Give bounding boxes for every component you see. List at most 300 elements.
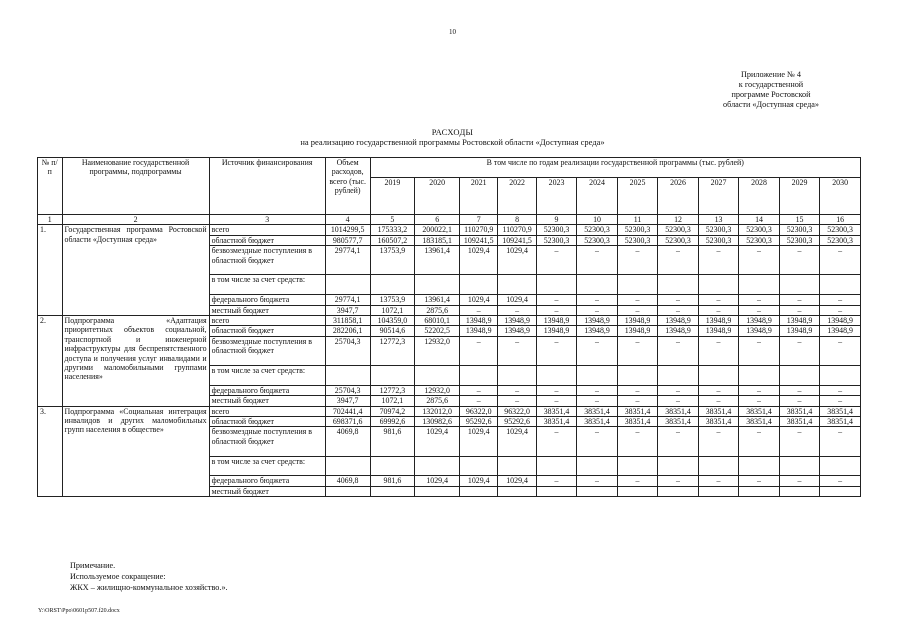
funding-source: областной бюджет — [209, 235, 325, 245]
total-amount: 3947,7 — [325, 305, 370, 315]
year-amount: 1029,4 — [498, 295, 536, 305]
program-name: Государственная программа Ростовской области «Доступная среда» — [62, 225, 209, 316]
year-amount — [820, 366, 861, 386]
expenditure-table — [37, 157, 861, 497]
year-amount: – — [739, 476, 780, 486]
year-amount: 13753,9 — [370, 295, 415, 305]
year-amount: – — [698, 385, 739, 395]
year-amount: 38351,4 — [820, 406, 861, 416]
year-amount — [739, 486, 780, 496]
column-index: 4 — [325, 215, 370, 225]
header-num: № п/п — [38, 158, 63, 215]
year-amount: 52202,5 — [415, 326, 460, 336]
header-year: 2029 — [779, 178, 820, 215]
year-amount: 96322,0 — [460, 406, 498, 416]
appendix-line: области «Доступная среда» — [723, 100, 819, 109]
year-amount: 13948,9 — [536, 326, 577, 336]
total-amount: 25704,3 — [325, 385, 370, 395]
year-amount: – — [617, 476, 658, 486]
column-index: 6 — [415, 215, 460, 225]
header-year: 2021 — [460, 178, 498, 215]
year-amount: – — [498, 305, 536, 315]
year-amount: 52300,3 — [739, 235, 780, 245]
year-amount: – — [820, 396, 861, 406]
year-amount: 13948,9 — [617, 316, 658, 326]
year-amount: 13948,9 — [617, 326, 658, 336]
year-amount: 52300,3 — [536, 235, 577, 245]
year-amount — [617, 456, 658, 476]
column-index: 14 — [739, 215, 780, 225]
total-amount: 1014299,5 — [325, 225, 370, 235]
year-amount: – — [739, 305, 780, 315]
total-amount — [325, 486, 370, 496]
year-amount: 13948,9 — [779, 316, 820, 326]
year-amount — [498, 275, 536, 295]
year-amount: 13948,9 — [498, 316, 536, 326]
year-amount: – — [536, 427, 577, 456]
year-amount: – — [536, 295, 577, 305]
year-amount: – — [820, 427, 861, 456]
funding-source: в том числе за счет средств: — [209, 275, 325, 295]
year-amount: – — [498, 385, 536, 395]
year-amount: – — [617, 336, 658, 365]
program-name: Подпрограмма «Социальная интеграция инвалидов и других маломобильных групп населения в обществе» — [62, 406, 209, 497]
year-amount: 96322,0 — [498, 406, 536, 416]
year-amount: 13948,9 — [820, 326, 861, 336]
year-amount — [779, 456, 820, 476]
document-title — [0, 127, 905, 147]
year-amount: – — [739, 246, 780, 275]
year-amount — [536, 366, 577, 386]
year-amount: 38351,4 — [698, 406, 739, 416]
year-amount: 110270,9 — [460, 225, 498, 235]
header-year: 2022 — [498, 178, 536, 215]
total-amount — [325, 456, 370, 476]
year-amount — [779, 275, 820, 295]
year-amount — [415, 456, 460, 476]
year-amount: 13948,9 — [779, 326, 820, 336]
year-amount: – — [617, 396, 658, 406]
year-amount — [739, 366, 780, 386]
year-amount — [617, 275, 658, 295]
year-amount: 13948,9 — [820, 316, 861, 326]
year-amount: – — [779, 385, 820, 395]
year-amount: 13948,9 — [498, 326, 536, 336]
year-amount — [658, 456, 699, 476]
year-amount — [536, 456, 577, 476]
year-amount — [536, 486, 577, 496]
appendix-line: к государственной — [738, 80, 804, 89]
program-number: 3. — [38, 406, 63, 497]
funding-source: всего — [209, 406, 325, 416]
year-amount: 38351,4 — [658, 406, 699, 416]
year-amount: 52300,3 — [739, 225, 780, 235]
year-amount: – — [698, 246, 739, 275]
year-amount: – — [577, 305, 618, 315]
note-subtitle: Используемое сокращение: — [70, 572, 166, 581]
year-amount: – — [658, 385, 699, 395]
year-amount — [779, 486, 820, 496]
year-amount: 38351,4 — [536, 417, 577, 427]
funding-source: в том числе за счет средств: — [209, 456, 325, 476]
year-amount: – — [536, 385, 577, 395]
year-amount — [698, 366, 739, 386]
year-amount: 1072,1 — [370, 305, 415, 315]
year-amount: 38351,4 — [617, 417, 658, 427]
year-amount: 110270,9 — [498, 225, 536, 235]
year-amount: 13948,9 — [698, 316, 739, 326]
footer-file-path: Y:\ORST\Ppo\0601p507.f20.docx — [38, 608, 120, 614]
total-amount: 4069,8 — [325, 476, 370, 486]
appendix-line: программе Ростовской — [731, 90, 811, 99]
year-amount: 160507,2 — [370, 235, 415, 245]
year-amount: – — [820, 336, 861, 365]
year-amount: 175333,2 — [370, 225, 415, 235]
year-amount: – — [658, 336, 699, 365]
year-amount: 981,6 — [370, 427, 415, 456]
year-amount: – — [698, 336, 739, 365]
year-amount: – — [658, 305, 699, 315]
header-year: 2025 — [617, 178, 658, 215]
year-amount: 109241,5 — [498, 235, 536, 245]
year-amount: 13948,9 — [460, 326, 498, 336]
year-amount: 52300,3 — [577, 225, 618, 235]
column-index: 1 — [38, 215, 63, 225]
title-main: РАСХОДЫ — [431, 127, 474, 137]
year-amount: – — [577, 246, 618, 275]
title-sub: на реализацию государственной программы Ростовской области «Доступная среда» — [300, 137, 605, 147]
year-amount: 183185,1 — [415, 235, 460, 245]
year-amount: – — [617, 246, 658, 275]
year-amount — [460, 366, 498, 386]
header-total: Объем расходов, всего (тыс. рублей) — [325, 158, 370, 215]
year-amount: – — [498, 336, 536, 365]
year-amount: – — [698, 295, 739, 305]
column-index: 2 — [62, 215, 209, 225]
total-amount: 4069,8 — [325, 427, 370, 456]
year-amount — [577, 275, 618, 295]
column-index: 12 — [658, 215, 699, 225]
year-amount: 12932,0 — [415, 385, 460, 395]
note-title: Примечание. — [70, 561, 116, 570]
year-amount: – — [739, 385, 780, 395]
year-amount — [370, 486, 415, 496]
year-amount: 1029,4 — [415, 427, 460, 456]
year-amount: 1029,4 — [460, 295, 498, 305]
year-amount: 13961,4 — [415, 246, 460, 275]
table-row — [38, 316, 861, 326]
total-amount: 980577,7 — [325, 235, 370, 245]
year-amount: – — [779, 295, 820, 305]
year-amount — [415, 275, 460, 295]
year-amount: – — [658, 476, 699, 486]
year-amount — [460, 486, 498, 496]
year-amount: 12772,3 — [370, 336, 415, 365]
year-amount: 52300,3 — [577, 235, 618, 245]
year-amount: – — [779, 396, 820, 406]
year-amount — [658, 486, 699, 496]
header-row — [38, 158, 861, 178]
year-amount: 13948,9 — [536, 316, 577, 326]
year-amount: 38351,4 — [739, 417, 780, 427]
year-amount — [460, 456, 498, 476]
column-index: 3 — [209, 215, 325, 225]
year-amount: – — [820, 295, 861, 305]
funding-source: федерального бюджета — [209, 295, 325, 305]
year-amount: 2875,6 — [415, 396, 460, 406]
year-amount — [498, 456, 536, 476]
funding-source: местный бюджет — [209, 486, 325, 496]
program-number: 2. — [38, 316, 63, 407]
year-amount — [415, 366, 460, 386]
total-amount: 702441,4 — [325, 406, 370, 416]
year-amount: 38351,4 — [779, 406, 820, 416]
funding-source: безвозмездные поступления в областной бюджет — [209, 246, 325, 275]
year-amount: – — [820, 305, 861, 315]
year-amount: 52300,3 — [779, 225, 820, 235]
year-amount: – — [820, 246, 861, 275]
year-amount: – — [739, 295, 780, 305]
year-amount: – — [779, 476, 820, 486]
header-years-caption: В том числе по годам реализации государственной программы (тыс. рублей) — [370, 158, 860, 178]
header-year: 2028 — [739, 178, 780, 215]
year-amount: – — [536, 305, 577, 315]
total-amount: 25704,3 — [325, 336, 370, 365]
header-year: 2023 — [536, 178, 577, 215]
year-amount — [617, 486, 658, 496]
year-amount: 38351,4 — [820, 417, 861, 427]
year-amount: 1029,4 — [498, 427, 536, 456]
year-amount: 132012,0 — [415, 406, 460, 416]
header-year: 2024 — [577, 178, 618, 215]
year-amount: 52300,3 — [698, 235, 739, 245]
year-amount: – — [739, 427, 780, 456]
year-amount — [739, 456, 780, 476]
year-amount: 38351,4 — [698, 417, 739, 427]
year-amount: – — [739, 336, 780, 365]
funding-source: безвозмездные поступления в областной бюджет — [209, 336, 325, 365]
column-index: 7 — [460, 215, 498, 225]
year-amount — [577, 456, 618, 476]
year-amount: – — [617, 385, 658, 395]
year-amount: – — [577, 427, 618, 456]
year-amount: – — [498, 396, 536, 406]
year-amount: – — [739, 396, 780, 406]
year-amount: 13948,9 — [739, 326, 780, 336]
year-amount: 13948,9 — [739, 316, 780, 326]
year-amount: – — [698, 396, 739, 406]
year-amount — [498, 486, 536, 496]
year-amount: – — [820, 385, 861, 395]
year-amount — [498, 366, 536, 386]
year-amount: 1029,4 — [460, 246, 498, 275]
year-amount: 95292,6 — [460, 417, 498, 427]
total-amount — [325, 366, 370, 386]
year-amount: 109241,5 — [460, 235, 498, 245]
year-amount: 13948,9 — [577, 316, 618, 326]
year-amount: – — [536, 476, 577, 486]
funding-source: всего — [209, 316, 325, 326]
total-amount: 3947,7 — [325, 396, 370, 406]
year-amount — [370, 456, 415, 476]
table-row — [38, 406, 861, 416]
column-index: 15 — [779, 215, 820, 225]
year-amount: 52300,3 — [658, 235, 699, 245]
year-amount: 38351,4 — [577, 417, 618, 427]
year-amount — [698, 275, 739, 295]
year-amount — [370, 275, 415, 295]
year-amount: – — [617, 427, 658, 456]
total-amount — [325, 275, 370, 295]
year-amount: 1029,4 — [415, 476, 460, 486]
year-amount: 38351,4 — [739, 406, 780, 416]
year-amount: 1029,4 — [498, 246, 536, 275]
year-amount: 68010,1 — [415, 316, 460, 326]
year-amount: – — [536, 246, 577, 275]
page-number: 10 — [449, 28, 456, 36]
header-year: 2026 — [658, 178, 699, 215]
column-index: 5 — [370, 215, 415, 225]
year-amount — [617, 366, 658, 386]
note-block — [70, 560, 228, 593]
year-amount: – — [460, 305, 498, 315]
year-amount — [658, 275, 699, 295]
year-amount: – — [617, 305, 658, 315]
column-index: 10 — [577, 215, 618, 225]
year-amount: 52300,3 — [536, 225, 577, 235]
year-amount: 52300,3 — [779, 235, 820, 245]
year-amount — [739, 275, 780, 295]
year-amount: – — [460, 396, 498, 406]
year-amount: – — [820, 476, 861, 486]
header-source: Источник финансирования — [209, 158, 325, 215]
year-amount: 52300,3 — [617, 235, 658, 245]
year-amount — [658, 366, 699, 386]
year-amount — [370, 366, 415, 386]
year-amount: 69992,6 — [370, 417, 415, 427]
funding-source: местный бюджет — [209, 305, 325, 315]
year-amount: – — [658, 295, 699, 305]
year-amount: – — [577, 295, 618, 305]
total-amount: 282206,1 — [325, 326, 370, 336]
year-amount: 13948,9 — [658, 316, 699, 326]
appendix-note — [701, 70, 841, 110]
column-index: 11 — [617, 215, 658, 225]
year-amount: 1029,4 — [460, 427, 498, 456]
total-amount: 698371,6 — [325, 417, 370, 427]
year-amount: – — [658, 396, 699, 406]
year-amount: 13948,9 — [460, 316, 498, 326]
funding-source: местный бюджет — [209, 396, 325, 406]
funding-source: федерального бюджета — [209, 385, 325, 395]
program-name: Подпрограмма «Адаптация приоритетных объектов социальной, транспортной и инженерной инфраструктуры для беспрепятственного доступа и получения услуг инвалидами и другими маломобильными группами населения» — [62, 316, 209, 407]
header-year: 2019 — [370, 178, 415, 215]
year-amount: 1072,1 — [370, 396, 415, 406]
year-amount: 52300,3 — [698, 225, 739, 235]
year-amount: – — [617, 295, 658, 305]
column-index: 13 — [698, 215, 739, 225]
year-amount: 38351,4 — [617, 406, 658, 416]
year-amount: 38351,4 — [536, 406, 577, 416]
year-amount: 38351,4 — [577, 406, 618, 416]
total-amount: 29774,1 — [325, 295, 370, 305]
year-amount: – — [577, 396, 618, 406]
year-amount: 981,6 — [370, 476, 415, 486]
funding-source: федерального бюджета — [209, 476, 325, 486]
year-amount: – — [460, 385, 498, 395]
year-amount: – — [577, 385, 618, 395]
year-amount: – — [577, 336, 618, 365]
year-amount: – — [698, 427, 739, 456]
year-amount: 12932,0 — [415, 336, 460, 365]
year-amount: 13961,4 — [415, 295, 460, 305]
program-number: 1. — [38, 225, 63, 316]
year-amount — [577, 486, 618, 496]
year-amount: 13948,9 — [698, 326, 739, 336]
header-name: Наименование государственной программы, подпрограммы — [62, 158, 209, 215]
column-index: 8 — [498, 215, 536, 225]
year-amount — [577, 366, 618, 386]
year-amount: – — [698, 305, 739, 315]
year-amount — [415, 486, 460, 496]
column-index: 9 — [536, 215, 577, 225]
year-amount: – — [779, 336, 820, 365]
appendix-line: Приложение № 4 — [741, 70, 801, 79]
header-year: 2020 — [415, 178, 460, 215]
funding-source: всего — [209, 225, 325, 235]
year-amount: – — [577, 476, 618, 486]
header-year: 2027 — [698, 178, 739, 215]
funding-source: в том числе за счет средств: — [209, 366, 325, 386]
year-amount: 52300,3 — [820, 225, 861, 235]
header-year: 2030 — [820, 178, 861, 215]
year-amount — [820, 275, 861, 295]
year-amount: 95292,6 — [498, 417, 536, 427]
year-amount: 2875,6 — [415, 305, 460, 315]
year-amount — [460, 275, 498, 295]
year-amount: 13753,9 — [370, 246, 415, 275]
year-amount — [820, 456, 861, 476]
year-amount — [779, 366, 820, 386]
year-amount: 12772,3 — [370, 385, 415, 395]
year-amount: – — [779, 246, 820, 275]
year-amount: 1029,4 — [460, 476, 498, 486]
year-amount — [698, 456, 739, 476]
year-amount: 52300,3 — [820, 235, 861, 245]
year-amount: – — [460, 336, 498, 365]
funding-source: областной бюджет — [209, 417, 325, 427]
year-amount: 52300,3 — [658, 225, 699, 235]
table-row — [38, 225, 861, 235]
year-amount: – — [536, 396, 577, 406]
year-amount — [536, 275, 577, 295]
total-amount: 311858,1 — [325, 316, 370, 326]
year-amount: – — [779, 427, 820, 456]
year-amount: 70974,2 — [370, 406, 415, 416]
total-amount: 29774,1 — [325, 246, 370, 275]
year-amount: – — [658, 246, 699, 275]
year-amount: 38351,4 — [658, 417, 699, 427]
year-amount: 200022,1 — [415, 225, 460, 235]
column-index-row — [38, 215, 861, 225]
funding-source: безвозмездные поступления в областной бюджет — [209, 427, 325, 456]
note-abbreviation: ЖКХ – жилищно-коммунальное хозяйство.». — [70, 583, 228, 592]
year-amount: – — [658, 427, 699, 456]
year-amount: 1029,4 — [498, 476, 536, 486]
year-amount: 13948,9 — [577, 326, 618, 336]
year-amount — [698, 486, 739, 496]
year-amount: – — [779, 305, 820, 315]
